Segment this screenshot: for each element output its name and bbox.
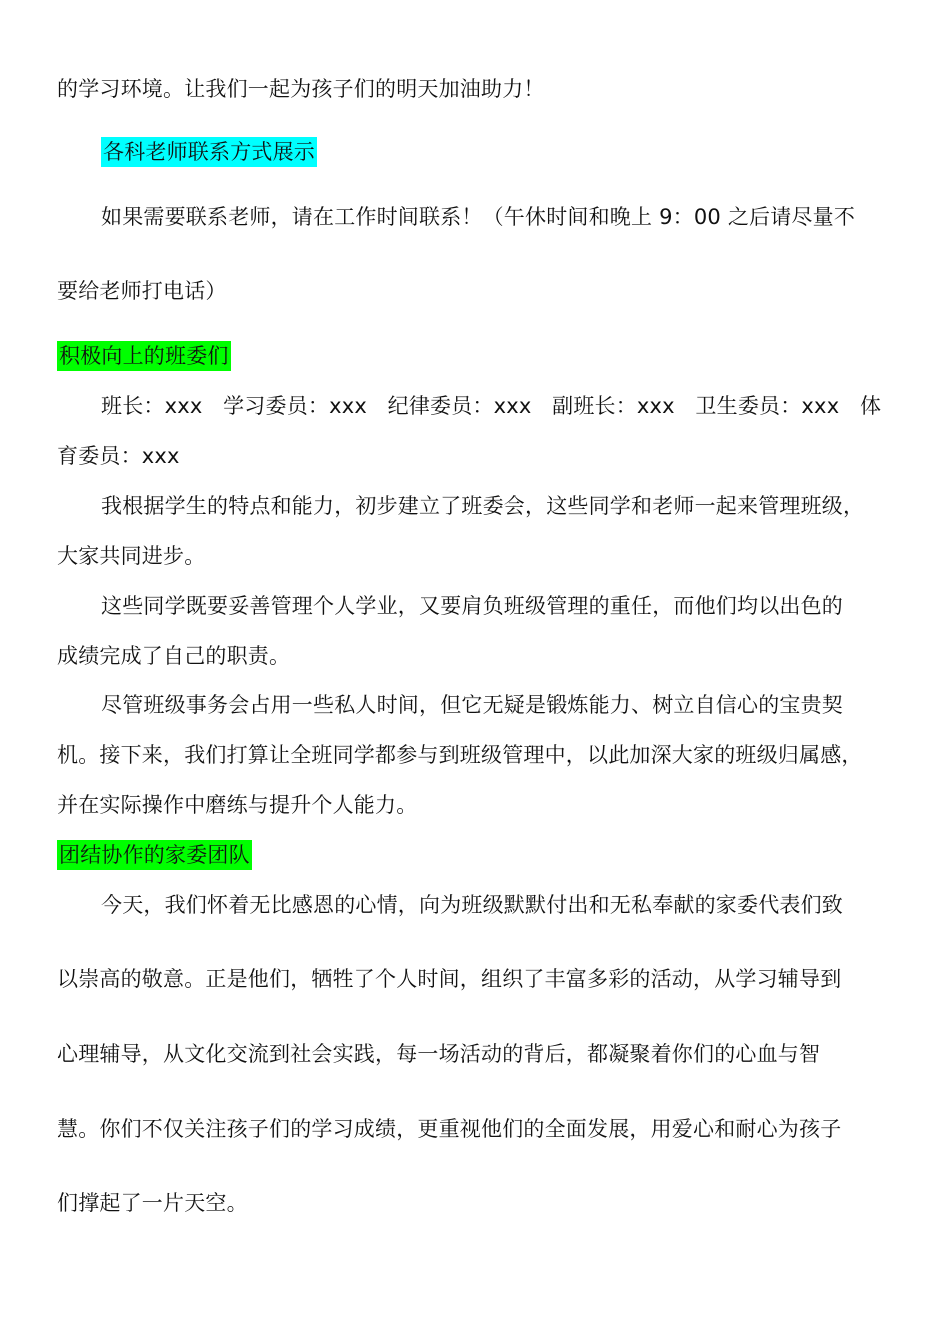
parent-committee-heading-text: 团结协作的家委团队: [57, 840, 252, 870]
class-committee-p1-line2: 大家共同进步。: [57, 544, 206, 568]
class-committee-heading-text: 积极向上的班委们: [57, 341, 231, 371]
teachers-note-line1: 如果需要联系老师，请在工作时间联系！（午休时间和晚上 9：00 之后请尽量不: [101, 205, 856, 229]
class-committee-p1-line1: 我根据学生的特点和能力，初步建立了班委会，这些同学和老师一起来管理班级，: [101, 494, 865, 518]
class-committee-p3-line1: 尽管班级事务会占用一些私人时间，但它无疑是锻炼能力、树立自信心的宝贵契: [101, 693, 843, 717]
parent-committee-p-line2: 以崇高的敬意。正是他们，牺牲了个人时间，组织了丰富多彩的活动，从学习辅导到: [57, 967, 842, 991]
parent-committee-p-line3: 心理辅导，从文化交流到社会实践，每一场活动的背后，都凝聚着你们的心血与智: [57, 1042, 821, 1066]
class-committee-p3-line2: 机。接下来，我们打算让全班同学都参与到班级管理中，以此加深大家的班级归属感，: [57, 743, 863, 767]
class-committee-heading: [57, 341, 231, 371]
teachers-heading: [101, 137, 317, 167]
teachers-heading-text: 各科老师联系方式展示: [101, 137, 317, 167]
teachers-note-line2: 要给老师打电话）: [57, 279, 227, 303]
parent-committee-p-line1: 今天，我们怀着无比感恩的心情，向为班级默默付出和无私奉献的家委代表们致: [101, 893, 843, 917]
parent-committee-p-line4: 慧。你们不仅关注孩子们的学习成绩，更重视他们的全面发展，用爱心和耐心为孩子: [57, 1117, 842, 1141]
parent-committee-heading: [57, 840, 252, 870]
class-committee-p3-line3: 并在实际操作中磨练与提升个人能力。: [57, 793, 418, 817]
class-committee-p2-line1: 这些同学既要妥善管理个人学业，又要肩负班级管理的重任，而他们均以出色的: [101, 594, 843, 618]
class-committee-members-line2: 育委员：xxx: [57, 444, 180, 468]
class-committee-p2-line2: 成绩完成了自己的职责。: [57, 644, 291, 668]
intro-tail-text: 的学习环境。让我们一起为孩子们的明天加油助力！: [57, 77, 545, 101]
parent-committee-p-line5: 们撑起了一片天空。: [57, 1191, 248, 1215]
class-committee-members-line1: 班长：xxx 学习委员：xxx 纪律委员：xxx 副班长：xxx 卫生委员：xxx 体: [101, 394, 882, 418]
